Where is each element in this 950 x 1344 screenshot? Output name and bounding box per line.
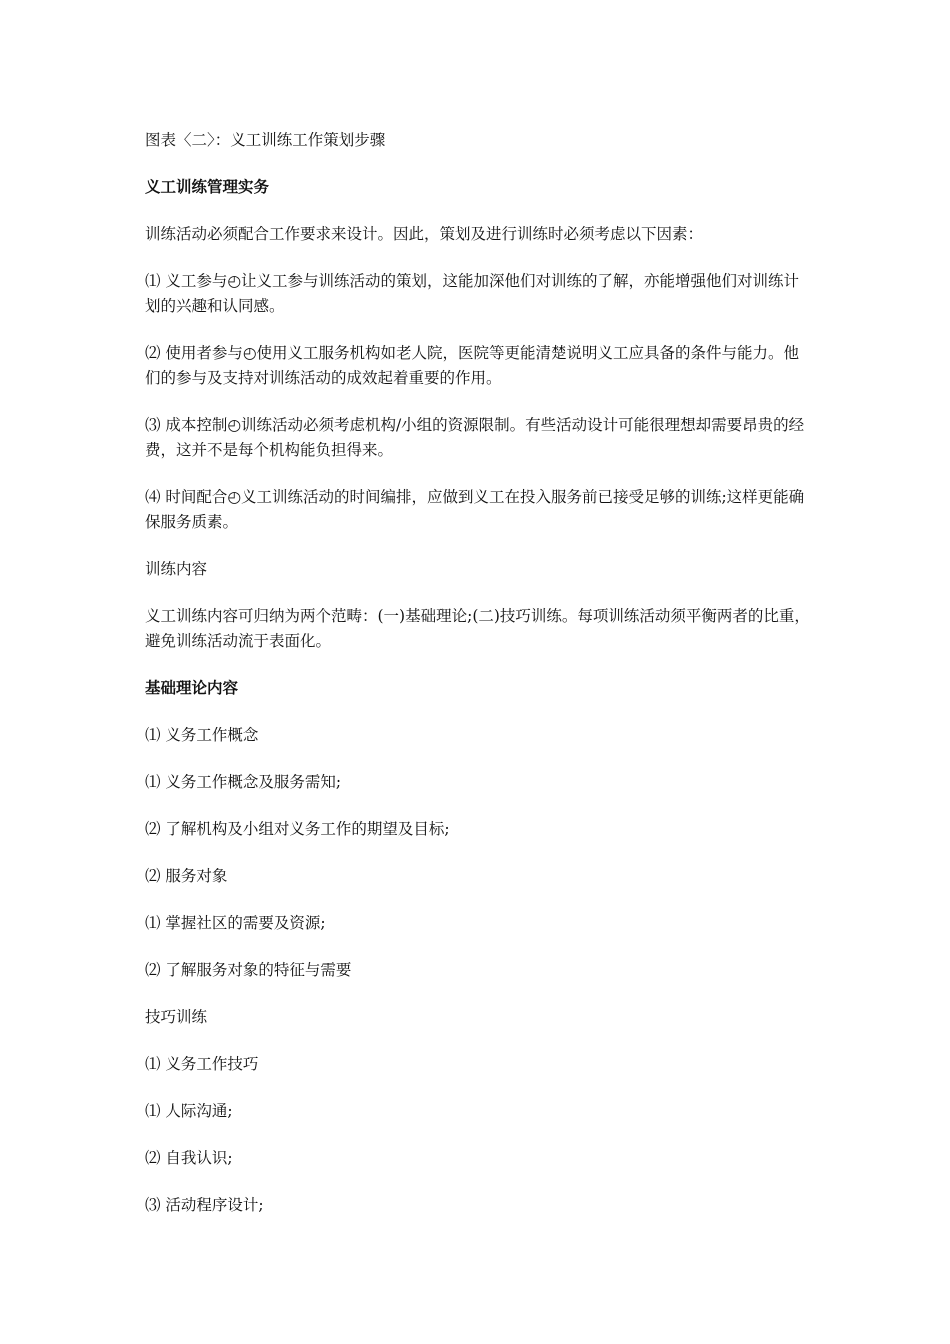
list-item: ⑶ 活动程序设计; xyxy=(145,1196,264,1214)
list-item: ⑵ 自我认识; xyxy=(145,1149,233,1167)
list-item: ⑴ 掌握社区的需要及资源; xyxy=(145,914,326,932)
figure-caption: 图表〈二〉：义工训练工作策划步骤 xyxy=(145,131,386,149)
list-item: ⑵ 服务对象 xyxy=(145,867,228,885)
list-item: ⑴ 人际沟通; xyxy=(145,1102,233,1120)
list-item: ⑴ 义务工作概念及服务需知; xyxy=(145,773,342,791)
paragraph: 义工训练内容可归纳为两个范畴：(一)基础理论;(二)技巧训练。每项训练活动须平衡两者的比重，避免训练活动流于表面化。 xyxy=(145,607,810,650)
list-item: ⑴ 义务工作技巧 xyxy=(145,1055,259,1073)
list-item: ⑵ 了解服务对象的特征与需要 xyxy=(145,961,352,979)
list-item: ⑴ 义工参与◴让义工参与训练活动的策划，这能加深他们对训练的了解，亦能增强他们对训练计划的兴趣和认同感。 xyxy=(145,272,799,315)
subheading: 训练内容 xyxy=(145,560,208,578)
list-item: ⑴ 义务工作概念 xyxy=(145,726,259,744)
list-item: ⑵ 了解机构及小组对义务工作的期望及目标; xyxy=(145,820,450,838)
section-heading: 义工训练管理实务 xyxy=(145,178,270,196)
paragraph: 训练活动必须配合工作要求来设计。因此，策划及进行训练时必须考虑以下因素： xyxy=(145,225,704,243)
list-item: ⑷ 时间配合◴义工训练活动的时间编排，应做到义工在投入服务前已接受足够的训练;这样更能确保服务质素。 xyxy=(145,488,805,531)
document-body xyxy=(145,128,810,1240)
subheading: 技巧训练 xyxy=(145,1008,208,1026)
list-item: ⑵ 使用者参与◴使用义工服务机构如老人院，医院等更能清楚说明义工应具备的条件与能力。他们的参与及支持对训练活动的成效起着重要的作用。 xyxy=(145,344,799,387)
list-item: ⑶ 成本控制◴训练活动必须考虑机构/小组的资源限制。有些活动设计可能很理想却需要昂贵的经费，这并不是每个机构能负担得来。 xyxy=(145,416,805,459)
section-heading: 基础理论内容 xyxy=(145,679,239,697)
